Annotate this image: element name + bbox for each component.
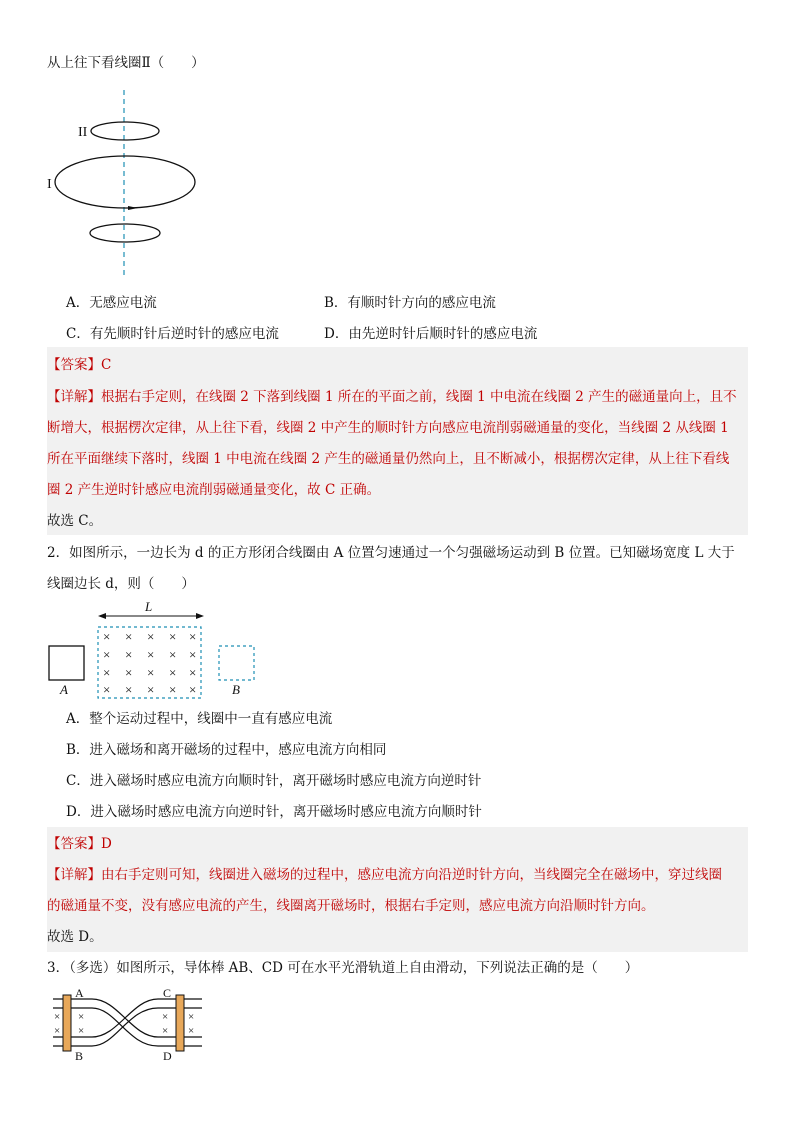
q3-label-c: C — [163, 986, 172, 1000]
q2-answer-tag: 【答案】 — [47, 836, 101, 852]
q2-cross: × — [125, 682, 133, 697]
q3-cross: × — [162, 1025, 169, 1037]
q1-detail-line-4: 圈 2 产生逆时针感应电流削弱磁通量变化，故 C 正确。 — [47, 482, 381, 498]
q2-cross: × — [103, 665, 111, 680]
q3-rod-ab — [63, 995, 71, 1051]
q2-label-l: L — [145, 599, 153, 614]
q1-stem-tail: 从上往下看线圈Ⅱ（ ） — [47, 55, 205, 71]
q3-label-b: B — [75, 1049, 84, 1063]
q3-cross: × — [78, 1025, 85, 1037]
q3-cross: × — [54, 1025, 61, 1037]
q3-cross: × — [54, 1011, 61, 1023]
q1-label-ii: II — [78, 125, 88, 140]
q1-detail-text-1: 根据右手定则，在线圈 2 下落到线圈 1 所在的平面之前，线圈 1 中电流在线圈 2 产生的磁通量向上，且不 — [101, 389, 737, 405]
q3-label-a: A — [75, 986, 84, 1000]
q2-cross: × — [147, 647, 155, 662]
q2-detail-tag: 【详解】 — [47, 867, 101, 883]
q1-option-a: A．无感应电流 — [66, 295, 157, 311]
q3-cross: × — [78, 1011, 85, 1023]
q1-answer-tag: 【答案】 — [47, 357, 101, 373]
q1-answer-value: C — [101, 357, 112, 373]
q1-option-c: C．有先顺时针后逆时针的感应电流 — [66, 326, 279, 342]
q2-detail-line-2: 的磁通量不变，没有感应电流的产生，线圈离开磁场时，根据右手定则，感应电流方向沿顺时针方向。 — [47, 898, 655, 914]
q3-cross: × — [162, 1011, 169, 1023]
q2-conclusion: 故选 D。 — [47, 929, 103, 945]
q2-stem-line-1: 2．如图所示，一边长为 d 的正方形闭合线圈由 A 位置匀速通过一个匀强磁场运动到 B 位置。已知磁场宽度 L 大于 — [47, 545, 735, 561]
q2-cross: × — [125, 647, 133, 662]
q2-cross: × — [189, 665, 197, 680]
q2-label-b: B — [232, 682, 240, 697]
q1-option-b: B．有顺时针方向的感应电流 — [324, 295, 496, 311]
q2-cross: × — [169, 682, 177, 697]
q3-stem: 3．（多选）如图所示，导体棒 AB、CD 可在水平光滑轨道上自由滑动，下列说法正确的是（ ） — [47, 960, 639, 976]
q2-option-c: C．进入磁场时感应电流方向顺时针，离开磁场时感应电流方向逆时针 — [66, 773, 482, 789]
q2-stem-line-2: 线圈边长 d，则（ ） — [47, 576, 195, 592]
q2-option-b: B．进入磁场和离开磁场的过程中，感应电流方向相同 — [66, 742, 387, 758]
q1-detail-tag: 【详解】 — [47, 389, 101, 405]
q2-cross: × — [103, 629, 111, 644]
q2-cross: × — [125, 629, 133, 644]
q2-answer-value: D — [101, 836, 112, 852]
q2-cross: × — [125, 665, 133, 680]
q3-cross: × — [188, 1011, 195, 1023]
q2-cross: × — [189, 647, 197, 662]
q2-cross: × — [103, 647, 111, 662]
q2-cross: × — [147, 665, 155, 680]
q1-conclusion: 故选 C。 — [47, 513, 103, 529]
q2-cross: × — [169, 665, 177, 680]
q3-label-d: D — [163, 1049, 172, 1063]
q2-detail-text-1: 由右手定则可知，线圈进入磁场的过程中，感应电流方向沿逆时针方向，当线圈完全在磁场中，穿过线圈 — [101, 867, 722, 883]
q1-label-i: I — [47, 177, 52, 192]
q2-cross: × — [169, 647, 177, 662]
q2-label-a: A — [60, 682, 68, 697]
q2-option-a: A．整个运动过程中，线圈中一直有感应电流 — [66, 711, 333, 727]
q3-field-crosses — [54, 1011, 194, 1037]
q2-cross: × — [189, 682, 197, 697]
q2-cross: × — [147, 629, 155, 644]
q2-cross: × — [147, 682, 155, 697]
q2-cross: × — [103, 682, 111, 697]
q1-option-d: D．由先逆时针后顺时针的感应电流 — [324, 326, 538, 342]
q2-option-d: D．进入磁场时感应电流方向逆时针，离开磁场时感应电流方向顺时针 — [66, 804, 482, 820]
q2-cross: × — [169, 629, 177, 644]
q3-rod-cd — [176, 995, 184, 1051]
q1-detail-line-3: 所在平面继续下落时，线圈 1 中电流在线圈 2 产生的磁通量仍然向上，且不断减小，根据楞次定律，从上往下看线 — [47, 451, 730, 467]
q2-cross: × — [189, 629, 197, 644]
q3-cross: × — [188, 1025, 195, 1037]
q1-detail-line-2: 断增大，根据楞次定律，从上往下看，线圈 2 中产生的顺时针方向感应电流削弱磁通量的变化，当线圈 2 从线圈 1 — [47, 420, 729, 436]
